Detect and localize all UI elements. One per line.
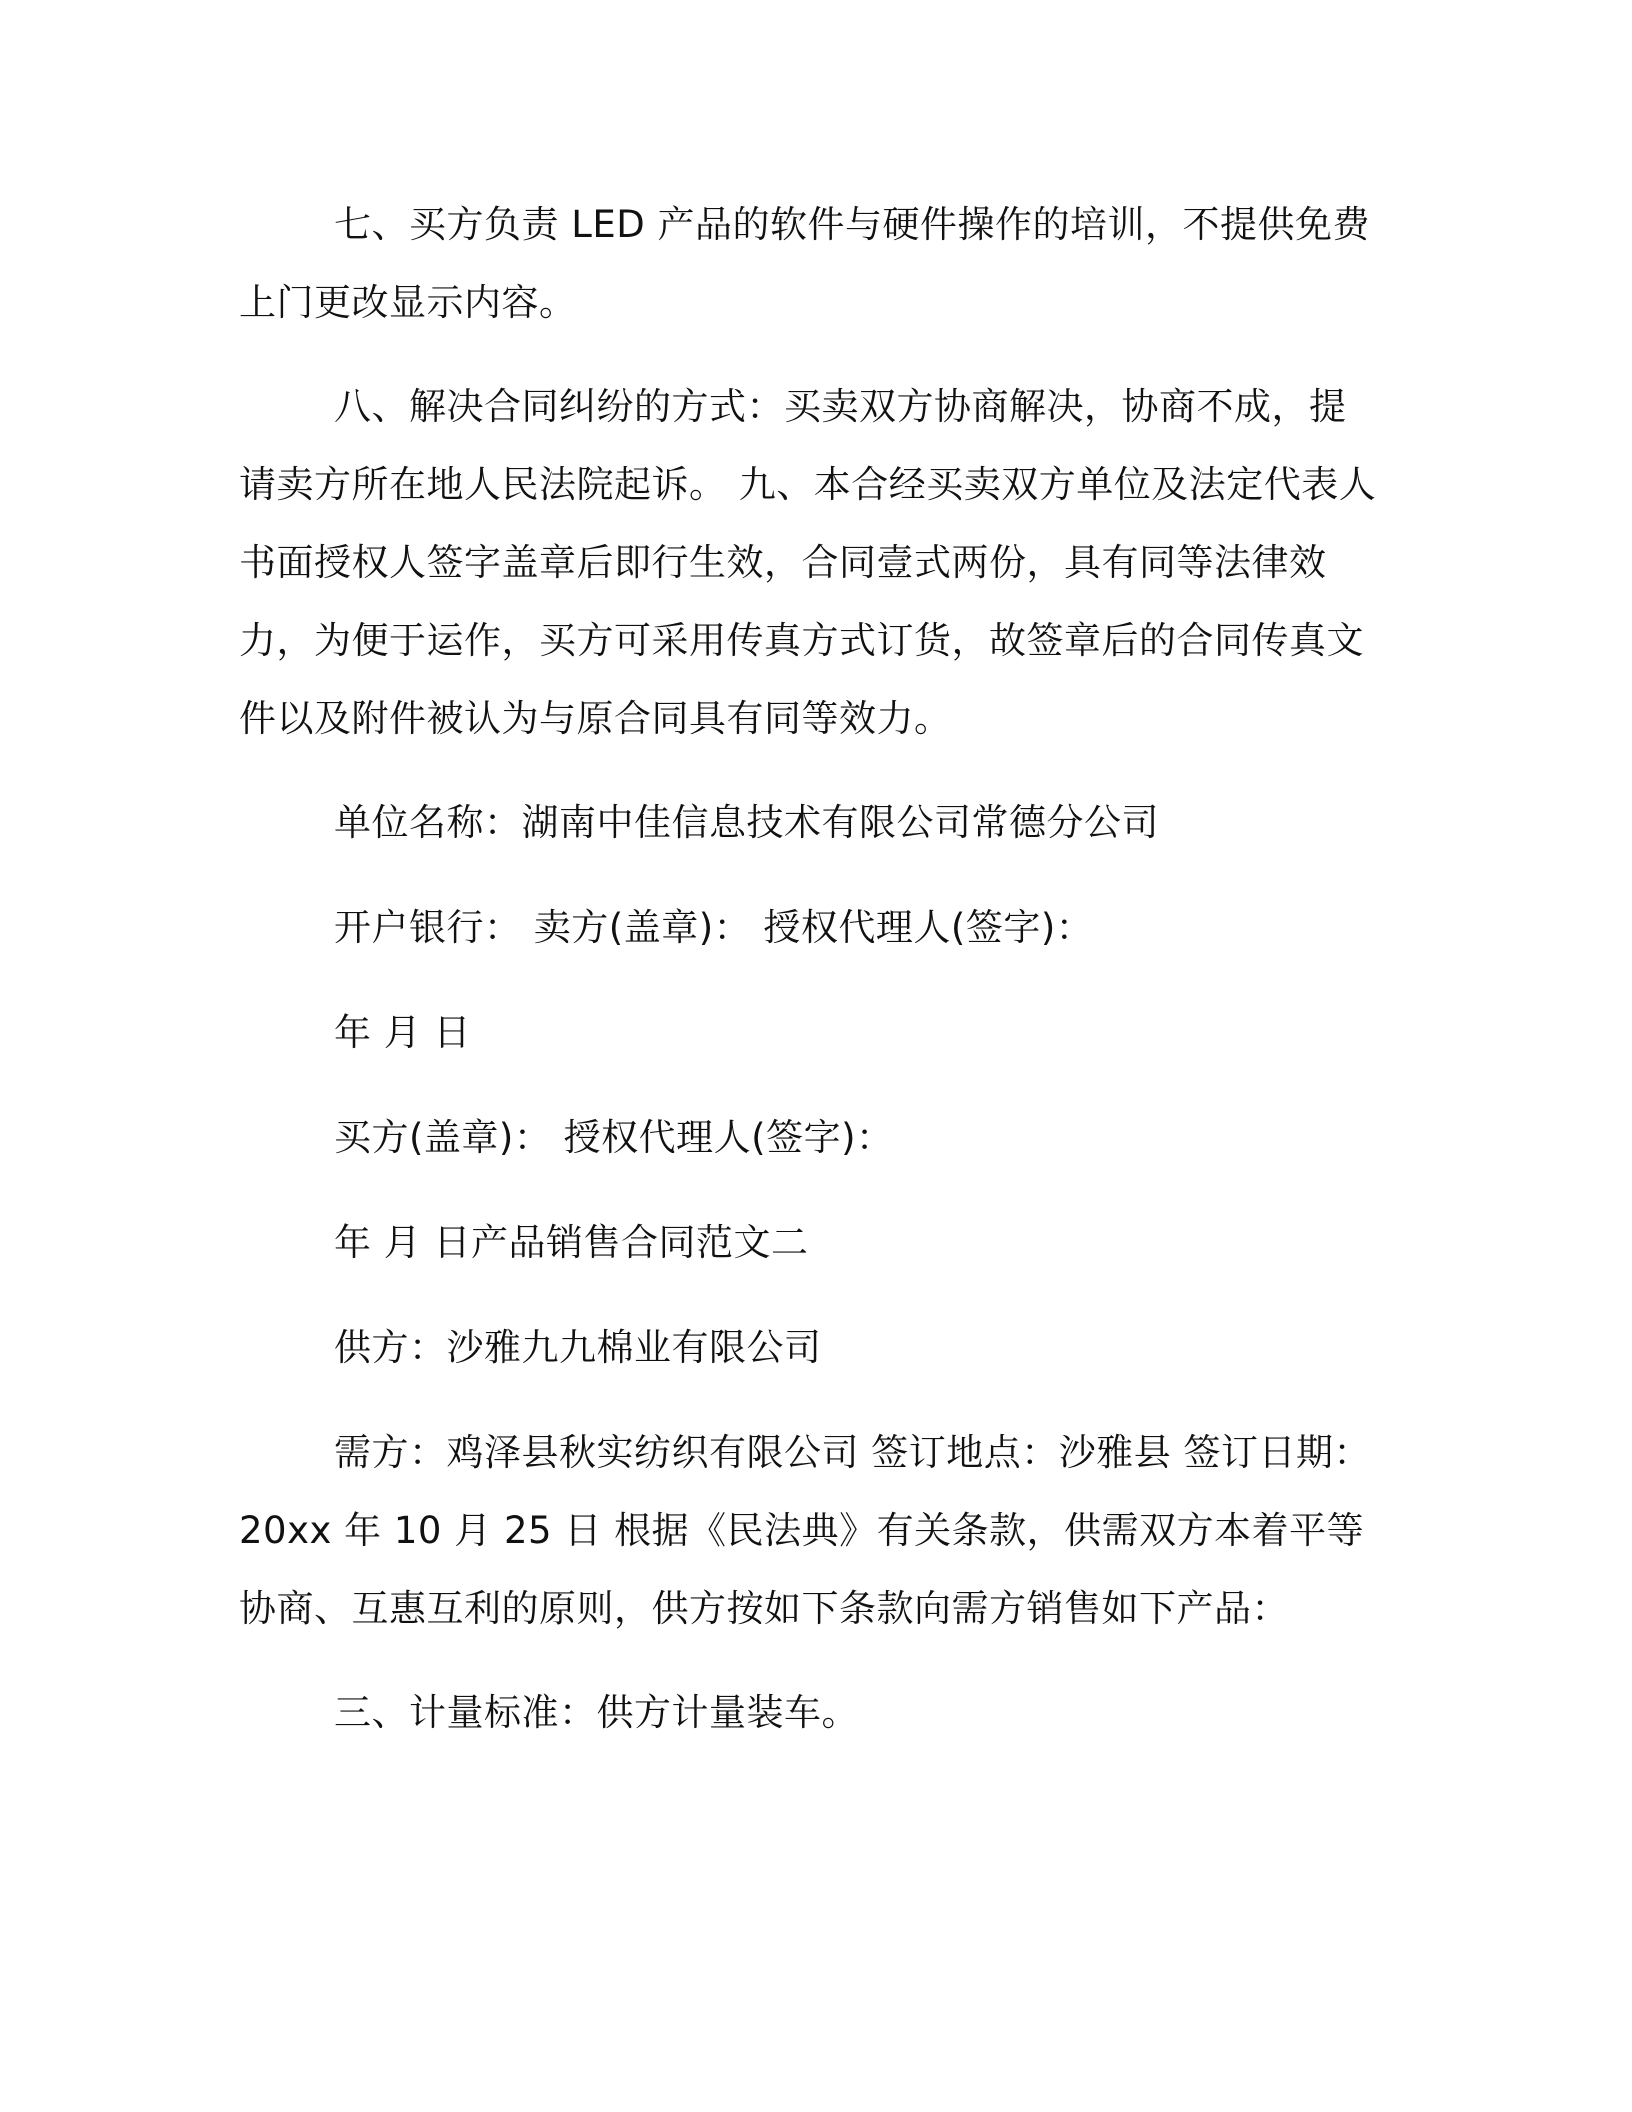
seller-signature-line: 开户银行： 卖方(盖章)： 授权代理人(签字)：: [334, 906, 1094, 949]
buyer-date-and-title-line: 年 月 日产品销售合同范文二: [334, 1221, 809, 1264]
supplier-line: 供方：沙雅九九棉业有限公司: [334, 1326, 822, 1369]
document-body: [239, 186, 1379, 1779]
clause-eight-nine-paragraph: 八、解决合同纠纷的方式：买卖双方协商解决，协商不成，提请卖方所在地人民法院起诉。 九、本合经买卖双方单位及法定代表人书面授权人签字盖章后即行生效，合同壹式两份，具有同等法律效力，为便于运作，买方可采用传真方式订货，故签章后的合同传真文件以及附件被认为与原合同具有同等效力。: [239, 385, 1377, 740]
seller-date-line: 年 月 日: [334, 1011, 472, 1054]
unit-name-line: 单位名称：湖南中佳信息技术有限公司常德分公司: [334, 801, 1159, 844]
buyer-signature-line: 买方(盖章)： 授权代理人(签字)：: [334, 1116, 894, 1159]
demander-paragraph: 需方：鸡泽县秋实纺织有限公司 签订地点：沙雅县 签订日期：20xx 年 10 月 25 日 根据《民法典》有关条款，供需双方本着平等协商、互惠互利的原则，供方按如下条款向需方销售如下产品：: [239, 1431, 1372, 1630]
clause-three-line: 三、计量标准：供方计量装车。: [334, 1691, 859, 1734]
clause-seven-paragraph: 七、买方负责 LED 产品的软件与硬件操作的培训，不提供免费上门更改显示内容。: [239, 203, 1371, 324]
